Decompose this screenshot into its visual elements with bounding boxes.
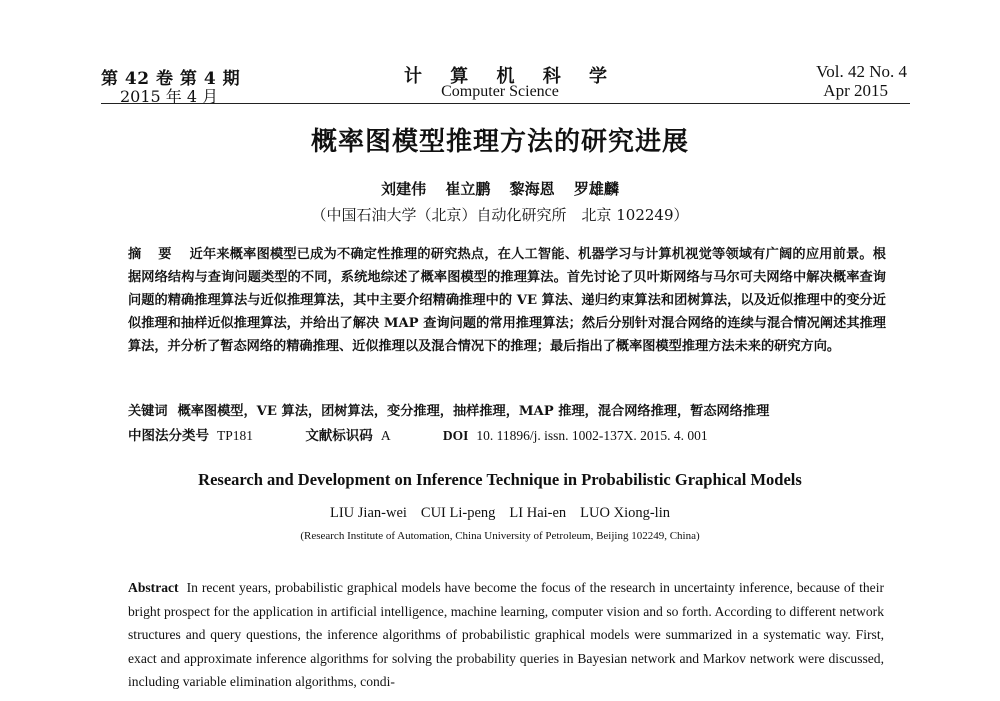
clc-value: TP181 bbox=[217, 428, 254, 443]
keywords-cn-text: 概率图模型，VE 算法，团树算法，变分推理，抽样推理，MAP 推理，混合网络推理，暂态网络推理 bbox=[177, 404, 770, 419]
affiliation-cn: （中国石油大学（北京）自动化研究所 北京 102249） bbox=[311, 206, 689, 224]
paper-title-cn: 概率图模型推理方法的研究进展 bbox=[310, 127, 689, 157]
doc-code-value: A bbox=[380, 428, 391, 443]
keywords-cn-label: 关键词 bbox=[128, 404, 168, 419]
journal-volume-cn: 第 42 卷 第 4 期 bbox=[101, 69, 241, 89]
abstract-cn bbox=[128, 243, 886, 358]
authors-en bbox=[0, 505, 1000, 522]
doc-code-label: 文献标识码 bbox=[305, 428, 373, 444]
keywords-cn bbox=[128, 400, 886, 423]
affiliation-en: (Research Institute of Automation, China University of Petroleum, Beijing 102249, China) bbox=[300, 530, 700, 542]
journal-name-cn: 计 算 机 科 学 bbox=[403, 66, 619, 87]
author-en: LUO Xiong-lin bbox=[580, 505, 670, 521]
authors-cn: 刘建伟 崔立鹏 黎海恩 罗雄麟 bbox=[381, 180, 619, 198]
abstract-en bbox=[128, 576, 884, 694]
abstract-cn-label: 摘 要 bbox=[128, 247, 178, 262]
abstract-en-text: In recent years, probabilistic graphical models have become the focus of the research in uncertainty inference, because of their bright prospect for the application in artificial intelligence, machine learning, computer vision and so forth. According to different network structures and query questions, the inference algorithms of probabilistic graphical models were summarized in a systematic way. First, exact and approximate inference algorithms for solving the probability queries in Bayesian network and Markov network were discussed, including variable elimination algorithms, condi- bbox=[128, 580, 884, 689]
header-rule bbox=[101, 103, 910, 104]
author-en: CUI Li-peng bbox=[420, 505, 496, 521]
doi-value: 10. 11896/j. issn. 1002-137X. 2015. 4. 001 bbox=[476, 428, 708, 443]
author-en: LI Hai-en bbox=[509, 505, 567, 521]
journal-name-en: Computer Science bbox=[441, 83, 559, 100]
abstract-cn-text: 近年来概率图模型已成为不确定性推理的研究热点，在人工智能、机器学习与计算机视觉等领域有广阔的应用前景。根据网络结构与查询问题类型的不同，系统地综述了概率图模型的推理算法。首先讨论了贝叶斯网络与马尔可夫网络中解决概率查询问题的精确推理算法与近似推理算法，其中主要介绍精确推理中的 VE 算法、递归约束算法和团树算法，以及近似推理中的变分近似推理和抽样近似推理算法，并给出了解决 MAP 查询问题的常用推理算法；然后分别针对混合网络的连续与混合情况阐述其推理算法，并分析了暂态网络的精确推理、近似推理以及混合情况下的推理；最后指出了概率图模型推理方法未来的研究方向。 bbox=[128, 247, 886, 354]
journal-date-cn: 2015 年 4 月 bbox=[120, 87, 219, 106]
paper-title-en: Research and Development on Inference Technique in Probabilistic Graphical Models bbox=[198, 470, 802, 489]
abstract-en-label: Abstract bbox=[128, 580, 179, 595]
journal-date-en: Apr 2015 bbox=[823, 81, 888, 100]
journal-volume-en: Vol. 42 No. 4 bbox=[816, 62, 907, 81]
doi-label: DOI bbox=[442, 428, 469, 443]
author-en: LIU Jian-wei bbox=[330, 505, 407, 521]
clc-label: 中图法分类号 bbox=[128, 428, 209, 444]
classification-row bbox=[128, 424, 708, 444]
